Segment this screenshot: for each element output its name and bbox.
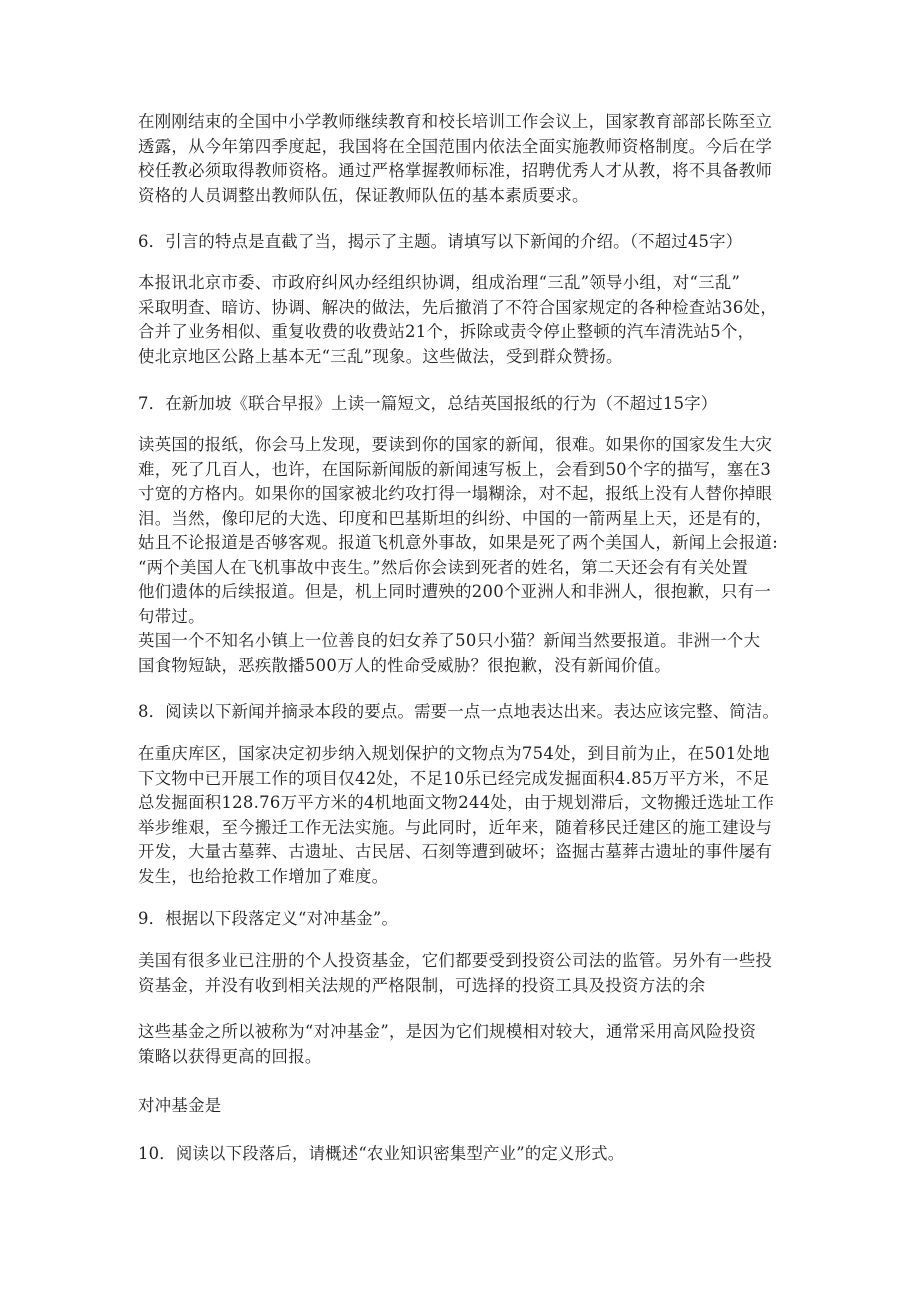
text-line: 策略以获得更高的回报。 — [138, 1046, 322, 1066]
question-9 — [138, 907, 798, 932]
text-line: 读英国的报纸，你会马上发现，要读到你的国家的新闻，很难。如果你的国家发生大灾 — [138, 435, 773, 454]
text-line: 在重庆库区，国家决定初步纳入规划保护的文物点为754处，到目前为止，在501处地 — [138, 744, 770, 763]
question-text: 10．阅读以下段落后，请概述“农业知识密集型产业”的定义形式。 — [138, 1144, 625, 1163]
passage-9a — [138, 949, 798, 998]
text-line: 发生，也给抢救工作增加了难度。 — [138, 866, 389, 886]
text-line: 校任教必须取得教师资格。通过严格掌握教师标准，招聘优秀人才从教，将不具备教师 — [138, 161, 773, 180]
text-line: 总发掘面积128.76万平方米的4机地面文物244处，由于规划滞后，文物搬迁选址工作 — [138, 793, 775, 812]
text-line: 本报讯北京市委、市政府纠风办经组织协调，组成治理“三乱”领导小组，对“三乱” — [138, 273, 741, 292]
text-line: 泪。当然，像印尼的大选、印度和巴基斯坦的纠纷、中国的一箭两星上天，还是有的， — [138, 508, 773, 528]
passage-9c — [138, 1094, 798, 1119]
question-text: 7．在新加坡《联合早报》上读一篇短文，总结英国报纸的行为（不超过15字） — [138, 394, 718, 413]
text-line: 美国有很多业已注册的个人投资基金，它们都要受到投资公司法的监管。另外有一些投 — [138, 951, 773, 970]
text-line: 资基金，并没有收到相关法规的严格限制，可选择的投资工具及投资方法的余 — [138, 975, 706, 995]
intro-paragraph — [138, 110, 798, 208]
question-text: 8．阅读以下新闻并摘录本段的要点。需要一点一点地表达出来。表达应该完整、简洁。 — [138, 702, 780, 721]
question-8 — [138, 700, 798, 725]
text-line: 举步维艰，至今搬迁工作无法实施。与此同时，近年来，随着移民迁建区的施工建设与 — [138, 817, 773, 837]
text-line: 合并了业务相似、重复收费的收费站21个，拆除或责令停止整顿的汽车清洗站5个， — [138, 322, 755, 341]
question-text: 9．根据以下段落定义“对冲基金”。 — [138, 909, 399, 928]
text-line: 透露，从今年第四季度起，我国将在全国范围内依法全面实施教师资格制度。今后在学 — [138, 136, 773, 156]
question-10 — [138, 1142, 798, 1167]
text-line: 对冲基金是 — [138, 1096, 222, 1115]
text-line: 难，死了几百人，也许，在国际新闻版的新闻速写板上，会看到50个字的描写，塞在3 — [138, 459, 772, 479]
text-line: “两个美国人在飞机事故中丧生。”然后你会读到死者的姓名，第二天还会有有关处置 — [138, 557, 749, 577]
passage-6 — [138, 271, 798, 369]
text-line: 这些基金之所以被称为“对冲基金”，是因为它们规模相对较大，通常采用高风险投资 — [138, 1022, 757, 1041]
text-line: 寸宽的方格内。如果你的国家被北约攻打得一塌糊涂，对不起，报纸上没有人替你掉眼 — [138, 484, 773, 503]
passage-8 — [138, 742, 798, 889]
question-text: 6．引言的特点是直截了当，揭示了主题。请填写以下新闻的介绍。（不超过45字） — [138, 232, 743, 251]
text-line: 他们遗体的后续报道。但是，机上同时遭殃的200个亚洲人和非洲人，很抱歉，只有一 — [138, 582, 772, 601]
text-line: 开发，大量古墓葬、古遗址、古民居、石刻等遭到破坏；盗掘古墓葬古遗址的事件屡有 — [138, 842, 773, 861]
question-7 — [138, 392, 798, 417]
text-line: 下文物中已开展工作的项目仅42处，不足10乐已经完成发掘面积4.85万平方米，不足 — [138, 768, 770, 788]
text-line: 在刚刚结束的全国中小学教师继续教育和校长培训工作会议上，国家教育部部长陈至立 — [138, 112, 773, 131]
passage-7 — [138, 433, 798, 678]
text-line: 资格的人员调整出教师队伍，保证教师队伍的基本素质要求。 — [138, 185, 589, 205]
passage-9b — [138, 1020, 798, 1069]
text-line: 国食物短缺，恶疾散播500万人的性命受威胁？很抱歉，没有新闻价值。 — [138, 655, 671, 675]
text-line: 句带过。 — [138, 606, 205, 626]
text-line: 姑且不论报道是否够客观。报道飞机意外事故，如果是死了两个美国人，新闻上会报道: — [138, 533, 779, 552]
text-line: 使北京地区公路上基本无“三乱”现象。这些做法，受到群众赞扬。 — [138, 346, 623, 366]
text-line: 英国一个不知名小镇上一位善良的妇女养了50只小猫？新闻当然要报道。非洲一个大 — [138, 631, 761, 650]
text-line: 采取明查、暗访、协调、解决的做法，先后撤消了不符合国家规定的各种检查站36处， — [138, 297, 778, 317]
question-6 — [138, 230, 798, 255]
